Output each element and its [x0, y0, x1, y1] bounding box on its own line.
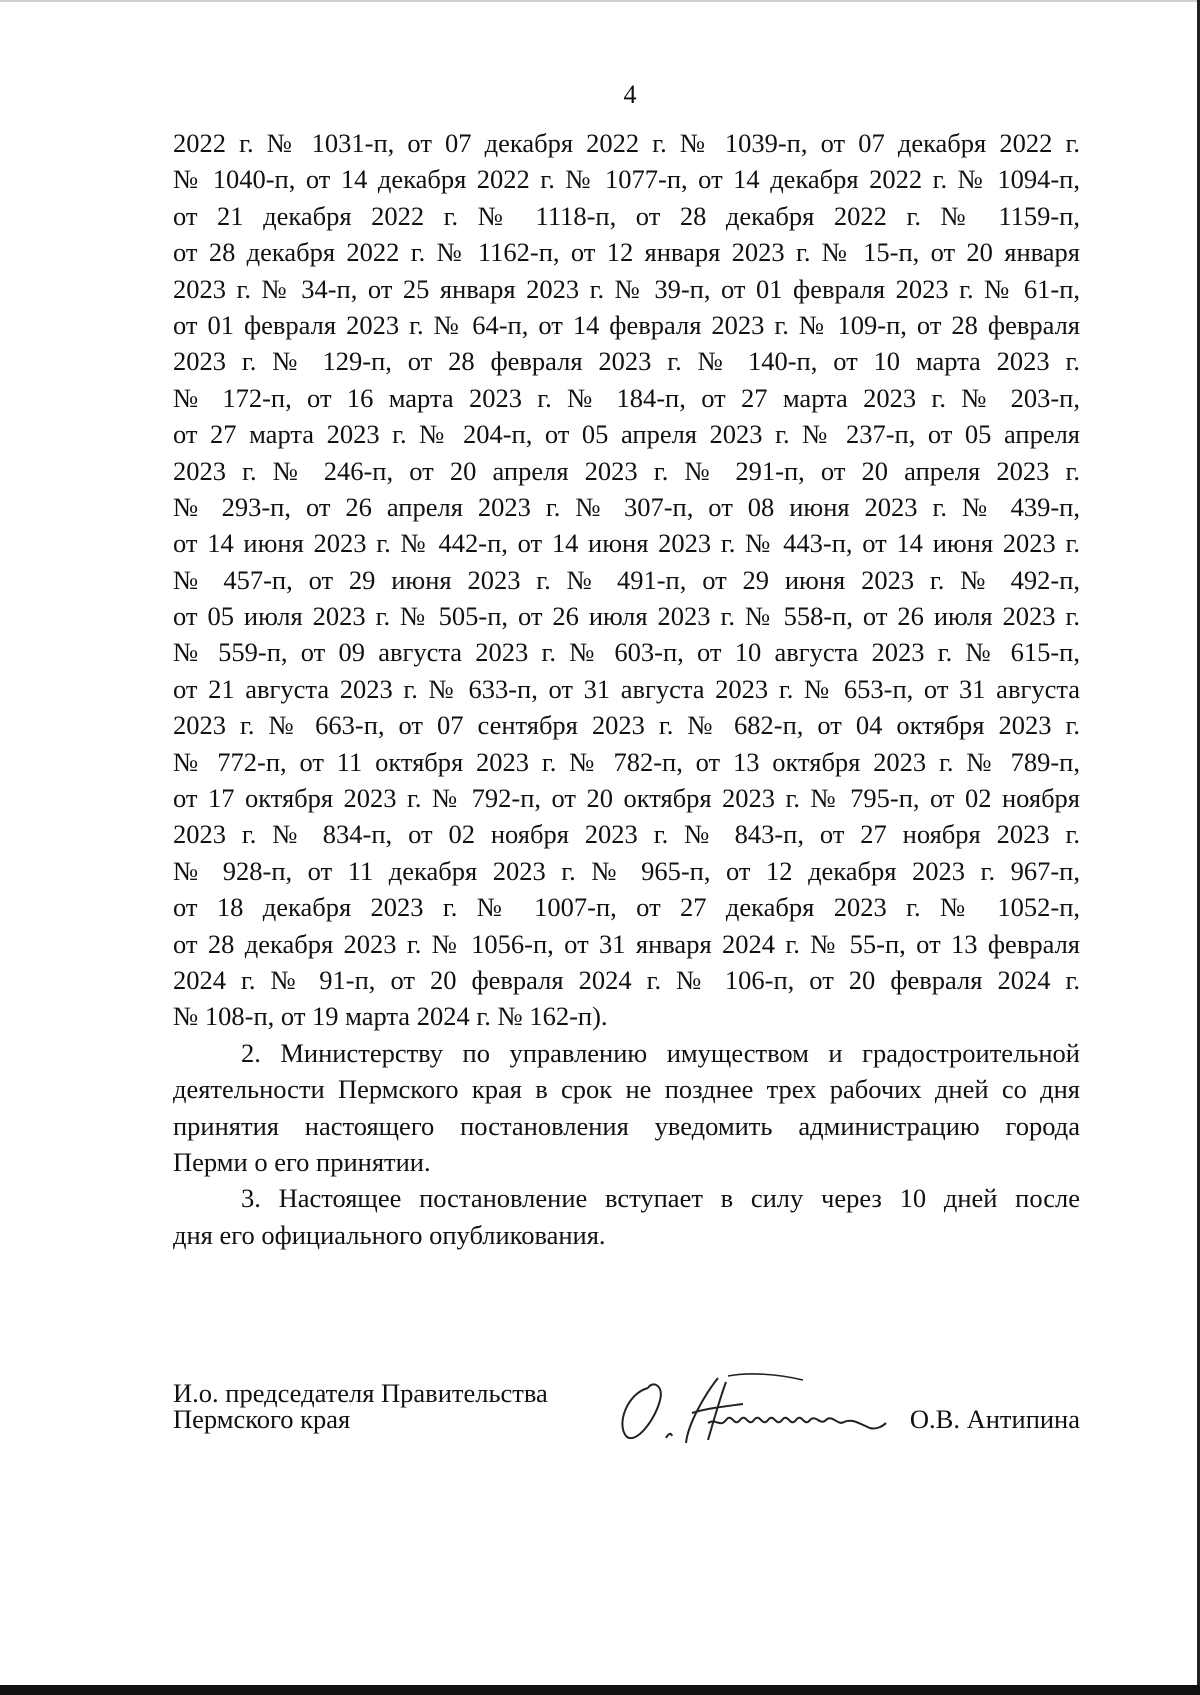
text-line: 2. Министерству по управлению имуществом и градостроительной	[241, 1037, 1080, 1068]
text-line: дня его официального опубликования.	[173, 1219, 606, 1250]
signer-title	[173, 1380, 548, 1432]
text-line: деятельности Пермского края в срок не позднее трех рабочих дней со дня	[173, 1074, 1080, 1105]
text-line: № 457-п, от 29 июня 2023 г. № 491-п, от 29 июня 2023 г. № 492-п,	[173, 564, 1080, 595]
text-line: 2024 г. № 91-п, от 20 февраля 2024 г. № 106-п, от 20 февраля 2024 г.	[173, 964, 1080, 995]
signer-title-line-1: И.о. председателя Правительства	[173, 1378, 548, 1408]
text-line: от 05 июля 2023 г. № 505-п, от 26 июля 2023 г. № 558-п, от 26 июля 2023 г.	[173, 601, 1080, 632]
text-line: от 21 декабря 2022 г. № 1118-п, от 28 декабря 2022 г. № 1159-п,	[173, 200, 1080, 231]
text-line: от 28 декабря 2022 г. № 1162-п, от 12 января 2023 г. № 15-п, от 20 января	[173, 237, 1080, 268]
paragraph	[173, 125, 1080, 1035]
text-line: 3. Настоящее постановление вступает в силу через 10 дней после	[241, 1183, 1080, 1214]
text-line: 2023 г. № 129-п, от 28 февраля 2023 г. № 140-п, от 10 марта 2023 г.	[173, 346, 1080, 377]
text-line: № 1040-п, от 14 декабря 2022 г. № 1077-п, от 14 декабря 2022 г. № 1094-п,	[173, 164, 1080, 195]
text-line: принятия настоящего постановления уведомить администрацию города	[173, 1110, 1080, 1141]
text-line: 2023 г. № 246-п, от 20 апреля 2023 г. № 291-п, от 20 апреля 2023 г.	[173, 455, 1080, 486]
text-line: от 01 февраля 2023 г. № 64-п, от 14 февраля 2023 г. № 109-п, от 28 февраля	[173, 309, 1080, 340]
text-line: Перми о его принятии.	[173, 1146, 431, 1177]
paragraph	[173, 1035, 1080, 1181]
text-line: от 21 августа 2023 г. № 633-п, от 31 августа 2023 г. № 653-п, от 31 августа	[173, 673, 1080, 704]
handwritten-signature	[608, 1368, 898, 1448]
signature-block	[173, 1380, 1080, 1480]
document-body	[173, 125, 1080, 1253]
scan-edge-bottom	[0, 1685, 1200, 1695]
text-line: № 772-п, от 11 октября 2023 г. № 782-п, от 13 октября 2023 г. № 789-п,	[173, 746, 1080, 777]
paragraph	[173, 1180, 1080, 1253]
text-line: от 17 октября 2023 г. № 792-п, от 20 октября 2023 г. № 795-п, от 02 ноября	[173, 783, 1080, 814]
text-line: № 559-п, от 09 августа 2023 г. № 603-п, от 10 августа 2023 г. № 615-п,	[173, 637, 1080, 668]
signer-name: О.В. Антипина	[909, 1404, 1080, 1434]
text-line: от 14 июня 2023 г. № 442-п, от 14 июня 2023 г. № 443-п, от 14 июня 2023 г.	[173, 528, 1080, 559]
text-line: от 27 марта 2023 г. № 204-п, от 05 апреля 2023 г. № 237-п, от 05 апреля	[173, 419, 1080, 450]
scan-edge-top	[0, 0, 1200, 2]
text-line: № 293-п, от 26 апреля 2023 г. № 307-п, от 08 июня 2023 г. № 439-п,	[173, 491, 1080, 522]
text-line: 2023 г. № 834-п, от 02 ноября 2023 г. № 843-п, от 27 ноября 2023 г.	[173, 819, 1080, 850]
page-number: 4	[623, 80, 637, 109]
text-line: 2023 г. № 663-п, от 07 сентября 2023 г. № 682-п, от 04 октября 2023 г.	[173, 710, 1080, 741]
text-line: № 108-п, от 19 марта 2024 г. № 162-п).	[173, 1001, 608, 1032]
text-line: № 928-п, от 11 декабря 2023 г. № 965-п, от 12 декабря 2023 г. 967-п,	[173, 855, 1080, 886]
text-line: от 18 декабря 2023 г. № 1007-п, от 27 декабря 2023 г. № 1052-п,	[173, 892, 1080, 923]
text-line: от 28 декабря 2023 г. № 1056-п, от 31 января 2024 г. № 55-п, от 13 февраля	[173, 928, 1080, 959]
text-line: 2023 г. № 34-п, от 25 января 2023 г. № 39-п, от 01 февраля 2023 г. № 61-п,	[173, 273, 1080, 304]
text-line: 2022 г. № 1031-п, от 07 декабря 2022 г. № 1039-п, от 07 декабря 2022 г.	[173, 128, 1080, 158]
signer-title-line-2: Пермского края	[173, 1404, 351, 1434]
text-line: № 172-п, от 16 марта 2023 г. № 184-п, от 27 марта 2023 г. № 203-п,	[173, 382, 1080, 413]
